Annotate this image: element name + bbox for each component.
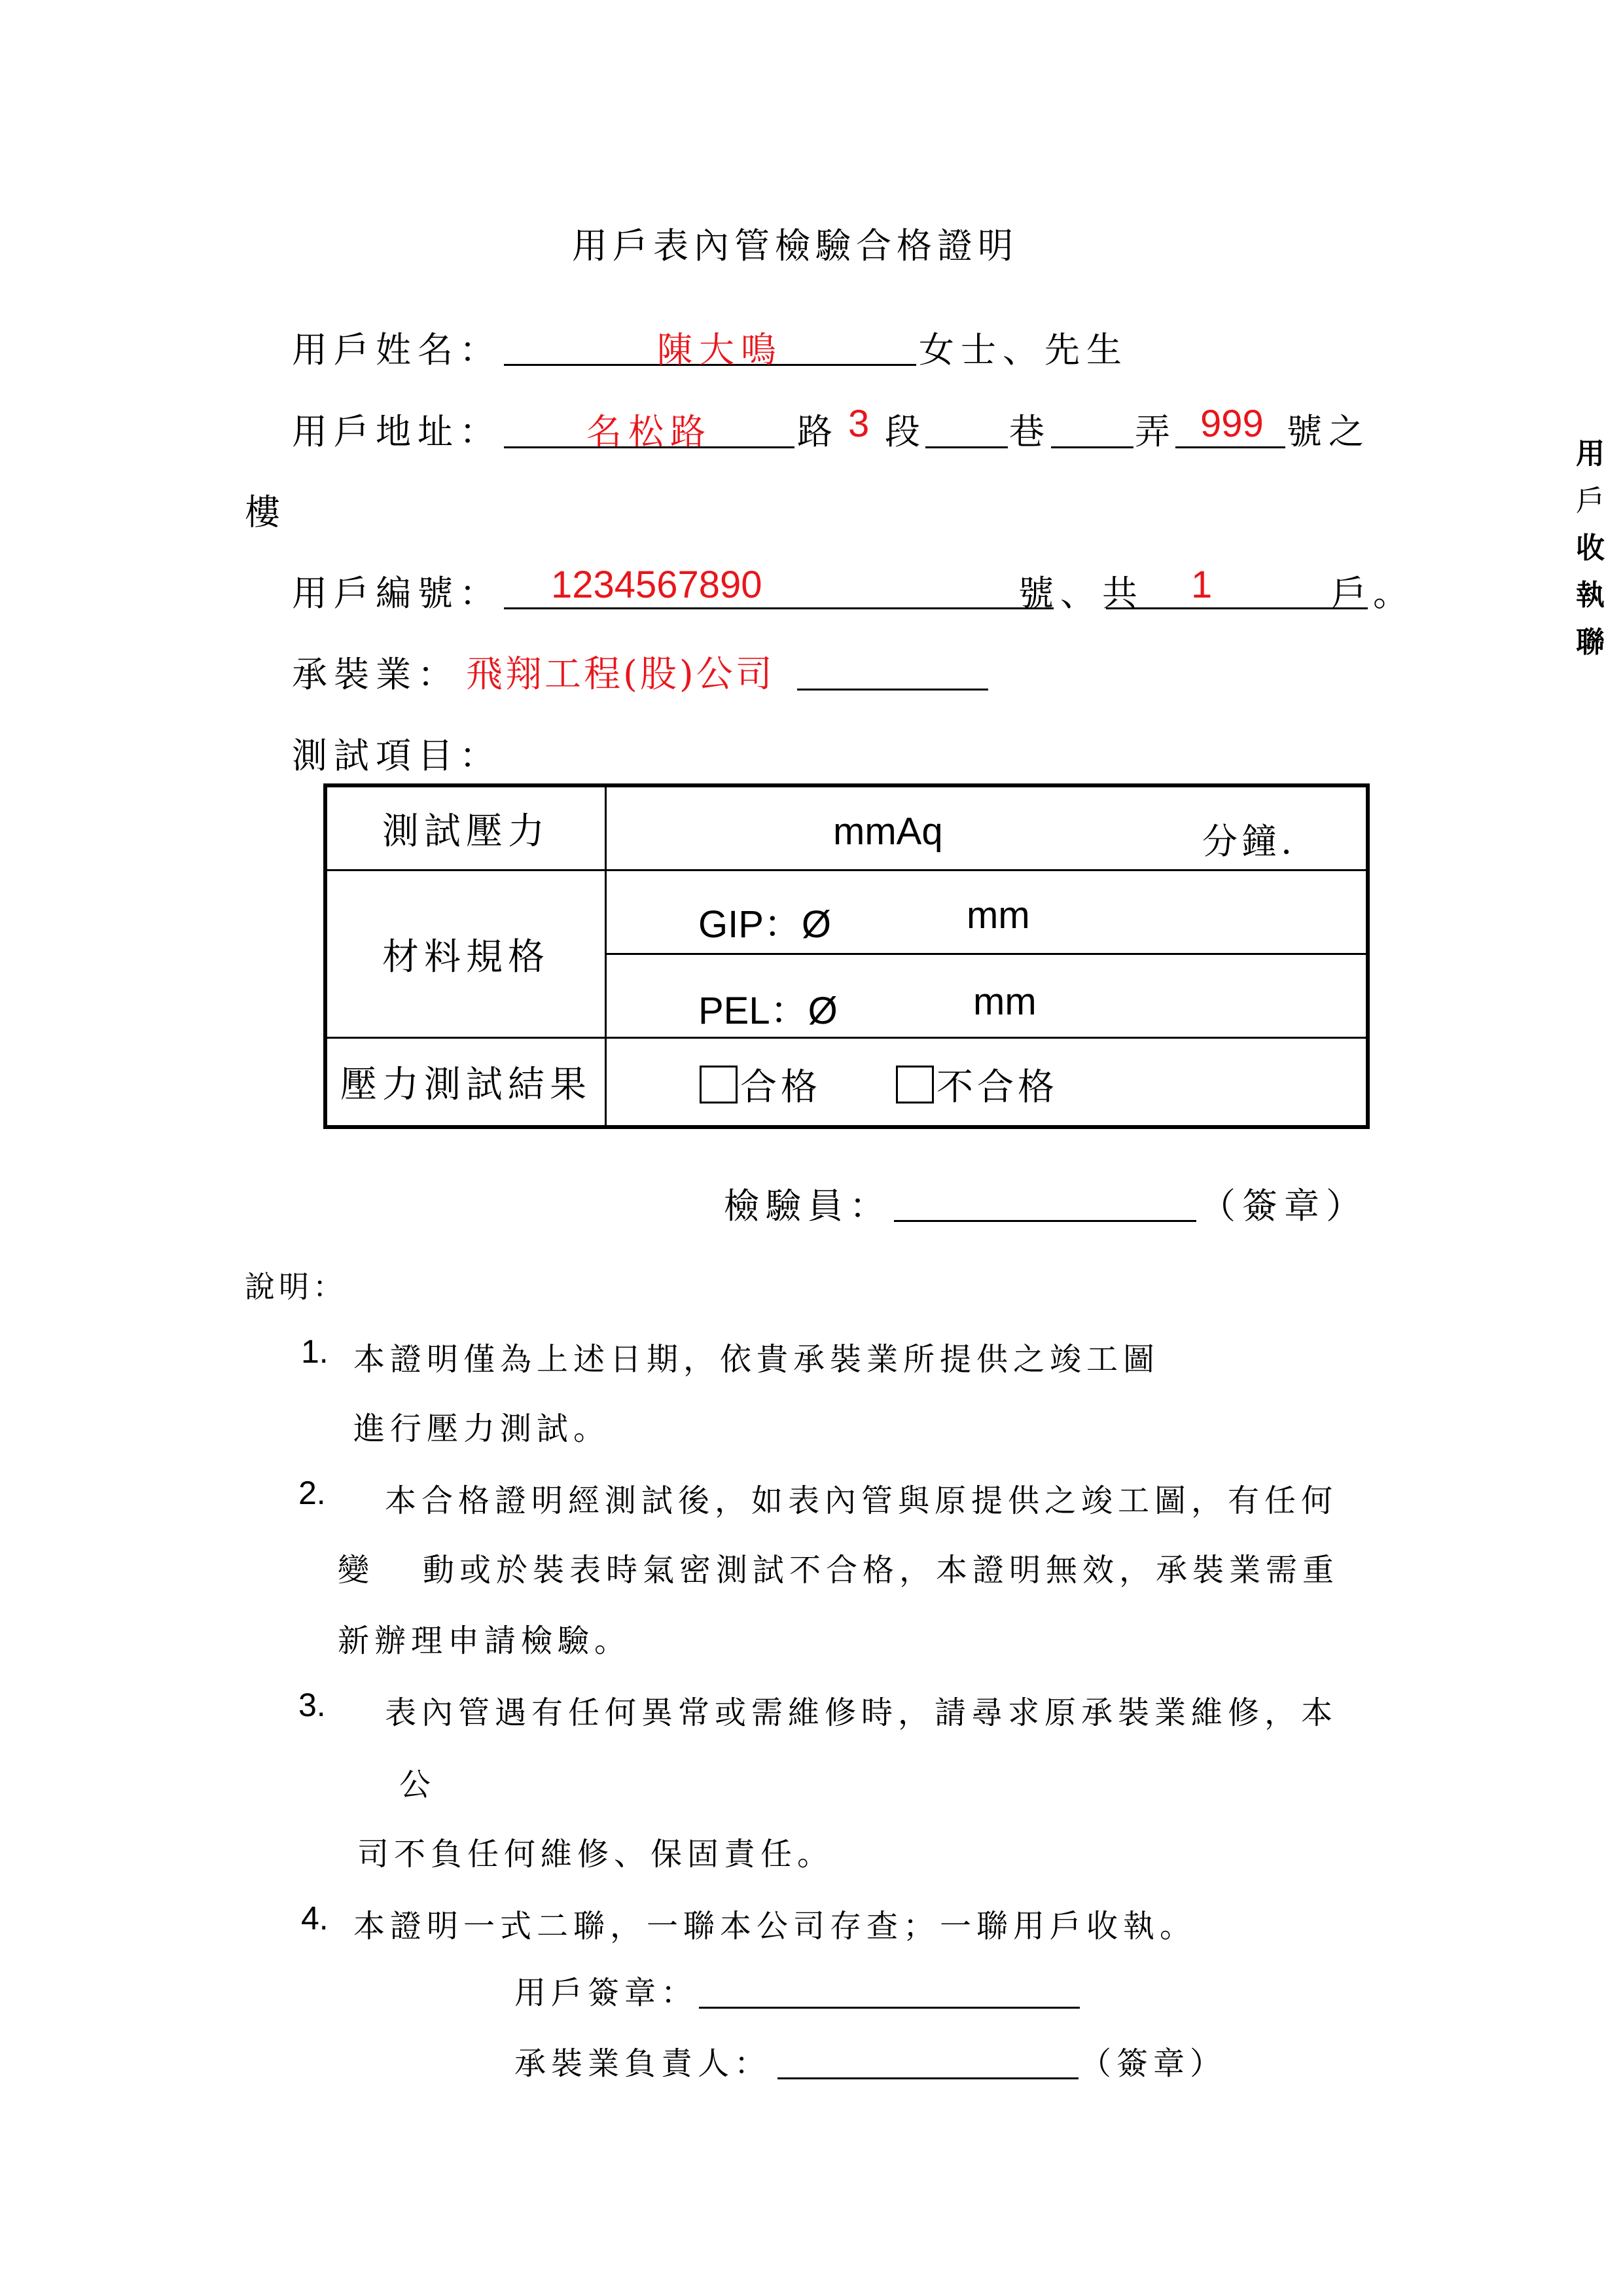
note-2-line-1: 本合格證明經測試後，如表內管與原提供之竣工圖，有任何: [385, 1482, 1338, 1519]
household-value: 1: [1191, 564, 1213, 606]
note-3-number: 3.: [298, 1687, 326, 1723]
fail-option[interactable]: [896, 1058, 1058, 1111]
pel-unit: mm: [973, 980, 1037, 1023]
number-value: 999: [1200, 403, 1264, 445]
contractor-sign-text: （簽章）: [1080, 2045, 1227, 2082]
notes-title: 說明：: [245, 1269, 347, 1304]
gip-unit: mm: [967, 894, 1030, 937]
contractor-value: 飛翔工程(股)公司: [466, 653, 775, 696]
document-title: 用戶表內管檢驗合格證明: [572, 225, 1018, 266]
user-sign-label: 用戶簽章：: [514, 1975, 698, 2011]
contractor-sign-underline: [777, 2041, 1079, 2079]
note-1-line-1: 本證明僅為上述日期，依貴承裝業所提供之竣工圖: [353, 1341, 1160, 1378]
note-4-line-1: 本證明一式二聯，一聯本公司存查；一聯用戶收執。: [353, 1908, 1197, 1945]
side-char: 用: [1576, 437, 1605, 471]
gip-label: GIP：Ø: [698, 903, 832, 946]
name-suffix: 女士、先生: [919, 329, 1128, 370]
lane-unit: 巷: [1009, 411, 1051, 452]
id-value: 1234567890: [551, 564, 762, 606]
gip-cell: [606, 870, 1368, 954]
minutes-unit: 分鐘.: [1202, 821, 1296, 862]
household-underline: [1106, 567, 1368, 609]
note-1-line-2: 進行壓力測試。: [353, 1410, 611, 1447]
inspector-label: 檢驗員：: [724, 1185, 891, 1227]
pressure-label: 測試壓力: [325, 785, 606, 870]
result-label: 壓力測試結果: [325, 1038, 606, 1127]
address-label: 用戶地址：: [292, 411, 501, 452]
pressure-cell: [606, 785, 1368, 870]
road-value: 名松路: [586, 411, 712, 452]
lane-underline: [925, 406, 1008, 448]
pass-option[interactable]: [700, 1058, 821, 1111]
id-label: 用戶編號：: [292, 573, 501, 614]
contractor-underline: [797, 648, 988, 691]
fail-label: 不合格: [936, 1066, 1058, 1109]
side-char: 聯: [1576, 626, 1605, 659]
contractor-sign-label: 承裝業負責人：: [514, 2045, 772, 2082]
pass-label: 合格: [740, 1066, 821, 1109]
id-suffix: 號、共: [1018, 573, 1144, 614]
section-unit: 段: [885, 411, 927, 452]
floor-unit: 樓: [245, 492, 287, 533]
side-char: 執: [1576, 579, 1605, 612]
note-3-line-2: 公: [399, 1767, 437, 1803]
inspector-sign: （簽章）: [1200, 1185, 1368, 1227]
fail-checkbox[interactable]: [896, 1066, 934, 1103]
side-label: [1571, 431, 1610, 666]
side-char: 收: [1576, 531, 1605, 565]
note-4-number: 4.: [301, 1900, 329, 1937]
user-sign-underline: [699, 1970, 1080, 2009]
result-row: [325, 1038, 1368, 1127]
inspector-underline: [894, 1179, 1196, 1222]
section-value: 3: [848, 403, 870, 445]
note-2-line-3: 新辦理申請檢驗。: [338, 1623, 632, 1659]
name-value: 陳大鳴: [657, 329, 783, 370]
number-unit: 號之: [1287, 411, 1370, 452]
gip-row: [325, 870, 1368, 954]
note-3-line-3: 司不負任何維修、保固責任。: [357, 1836, 834, 1873]
note-2-line-2b: 動或於裝表時氣密測試不合格，本證明無效，承裝業需重: [423, 1552, 1340, 1588]
pass-checkbox[interactable]: [700, 1066, 738, 1103]
test-table: [323, 783, 1370, 1129]
name-label: 用戶姓名：: [292, 329, 501, 370]
road-unit: 路: [797, 411, 839, 452]
household-unit: 戶。: [1331, 573, 1415, 614]
alley-underline: [1051, 406, 1133, 448]
pel-cell: [606, 954, 1368, 1038]
pressure-unit: mmAq: [833, 810, 943, 853]
note-2-number: 2.: [298, 1475, 326, 1511]
test-items-label: 測試項目：: [292, 735, 501, 776]
note-2-line-2a: 變: [338, 1552, 375, 1588]
side-char: 戶: [1576, 484, 1605, 518]
contractor-label: 承裝業：: [292, 654, 459, 695]
result-cell: [606, 1038, 1368, 1127]
note-3-line-1: 表內管遇有任何異常或需維修時，請尋求原承裝業維修，本: [385, 1695, 1338, 1731]
material-label: 材料規格: [325, 870, 606, 1038]
alley-unit: 弄: [1135, 411, 1177, 452]
pel-label: PEL：Ø: [698, 990, 838, 1032]
pressure-row: [325, 785, 1368, 870]
note-1-number: 1.: [301, 1333, 329, 1370]
